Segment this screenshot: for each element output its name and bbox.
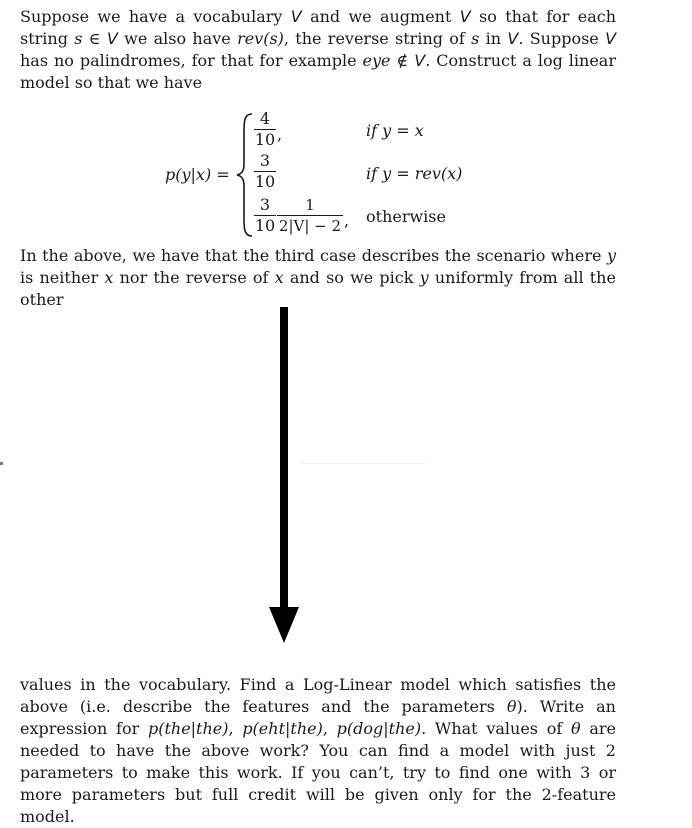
intro-paragraph: Suppose we have a vocabulary V and we augment V so that for each string s ∈ V we also have rev(s), the reverse string of s in V. Suppose V has no palindromes, for that for example eye ∉ V. Construct a log linear model so that we have xyxy=(20,7,617,92)
left-brace xyxy=(236,112,254,238)
case2-condition: if y = rev(x) xyxy=(366,164,463,183)
case2-fraction: 3 10 xyxy=(254,151,276,191)
case1-fraction: 4 10 xyxy=(254,109,276,149)
formula-lhs: p(y|x) = xyxy=(165,165,230,184)
case1-condition: if y = x xyxy=(366,121,424,140)
closing-paragraph: values in the vocabulary. Find a Log-Linear model which satisfies the above (i.e. describe the features and the parameters θ). Write an expression for p(the|the), p(eht|the), p(dog|the). What values of θ are needed to have the above work? You can find a model with just 2 parameters to make this work. If you can’t, try to find one with 3 or more parameters but full credit will be given only for the 2-feature model. xyxy=(20,675,617,826)
case3-condition: otherwise xyxy=(366,207,446,226)
case3-comma: , xyxy=(344,211,350,230)
middle-paragraph: In the above, we have that the third case describes the scenario where y is neither x nor the reverse of x and so we pick y uniformly from all the other xyxy=(20,246,617,309)
case3-fraction-b: 1 2|V| − 2 xyxy=(278,196,342,235)
case1-comma: , xyxy=(277,125,283,144)
case3-fraction-a: 3 10 xyxy=(254,195,276,235)
divider xyxy=(300,463,425,464)
edge-mark xyxy=(0,462,3,465)
piecewise-formula xyxy=(0,108,692,243)
down-arrow-icon xyxy=(268,305,304,647)
